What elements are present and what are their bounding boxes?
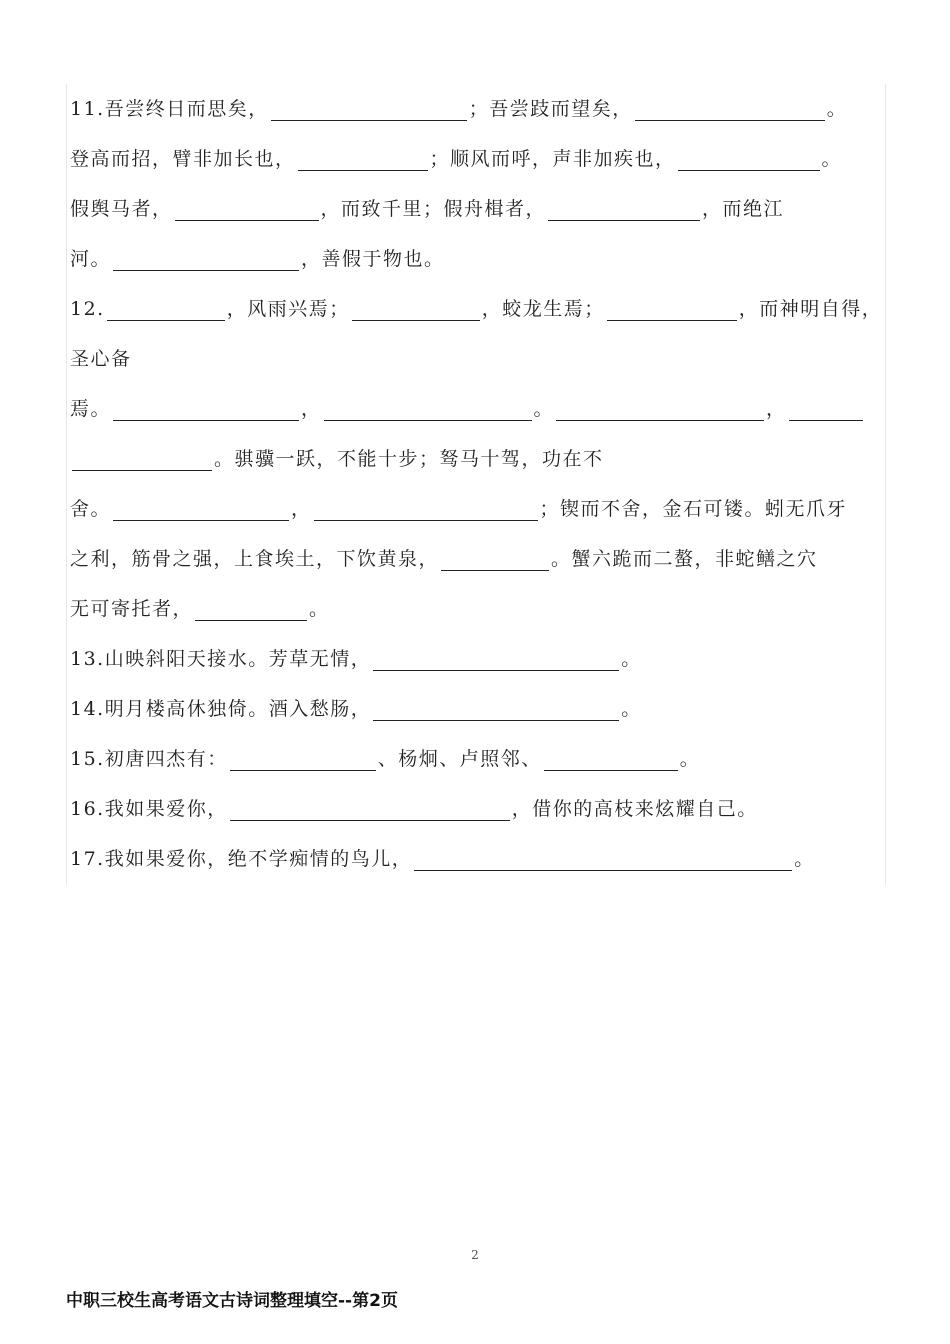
question-13-line: 13.山映斜阳天接水。芳草无情， 。 (70, 648, 642, 670)
fill-blank[interactable] (72, 446, 212, 471)
fill-blank[interactable] (789, 396, 863, 421)
fill-blank[interactable] (544, 746, 678, 771)
question-17-line: 17.我如果爱你，绝不学痴情的鸟儿， 。 (70, 848, 815, 870)
question-16-line: 16.我如果爱你， ，借你的高枝来炫耀自己。 (70, 798, 758, 820)
fill-blank[interactable] (324, 396, 532, 421)
fill-blank[interactable] (195, 596, 307, 621)
question-15-line: 15.初唐四杰有： 、杨炯、卢照邻、 。 (70, 748, 701, 770)
fill-blank[interactable] (352, 296, 480, 321)
question-11-line-4: 河。 ，善假于物也。 (70, 248, 445, 270)
page-number: 2 (471, 1248, 479, 1262)
question-11-line-3: 假舆马者， ，而致千里；假舟楫者， ，而绝江 (70, 198, 785, 220)
fill-blank[interactable] (441, 546, 549, 571)
question-12-line-5: 舍。 ， ；锲而不舍，金石可镂。蚓无爪牙 (70, 498, 848, 520)
fill-blank[interactable] (414, 846, 792, 871)
fill-blank[interactable] (635, 96, 825, 121)
fill-blank[interactable] (271, 96, 467, 121)
question-12-line-3: 焉。 ， 。 ， (70, 392, 865, 426)
question-12-line-1: 12. ，风雨兴焉； ，蛟龙生焉； ，而神明自得， (70, 298, 883, 320)
fill-blank[interactable] (230, 746, 376, 771)
fill-blank[interactable] (607, 296, 737, 321)
fill-blank[interactable] (175, 196, 319, 221)
question-12-line-6: 之利，筋骨之强，上食埃土，下饮黄泉， 。蟹六跪而二螯，非蛇鳝之穴 (70, 548, 818, 570)
worksheet-body (66, 84, 886, 885)
fill-blank[interactable] (678, 146, 820, 171)
fill-blank[interactable] (230, 796, 510, 821)
question-12-line-7: 无可寄托者， 。 (70, 598, 330, 620)
fill-blank[interactable] (373, 646, 619, 671)
question-12-line-4: 。骐骥一跃，不能十步；驽马十驾，功在不 (70, 442, 604, 476)
fill-blank[interactable] (113, 496, 289, 521)
fill-blank[interactable] (113, 246, 299, 271)
fill-blank[interactable] (107, 296, 225, 321)
fill-blank[interactable] (314, 496, 538, 521)
fill-blank[interactable] (556, 396, 764, 421)
question-11-line-2: 登高而招，臂非加长也， ；顺风而呼，声非加疾也， 。 (70, 148, 843, 170)
question-14-line: 14.明月楼高休独倚。酒入愁肠， 。 (70, 698, 642, 720)
question-11-line-1: 11.吾尝终日而思矣， ；吾尝跂而望矣， 。 (70, 98, 848, 120)
page-footer: 中职三校生高考语文古诗词整理填空--第2页 (66, 1291, 398, 1311)
fill-blank[interactable] (113, 396, 299, 421)
question-12-line-2: 圣心备 (70, 348, 132, 370)
fill-blank[interactable] (373, 696, 619, 721)
fill-blank[interactable] (548, 196, 700, 221)
fill-blank[interactable] (298, 146, 428, 171)
